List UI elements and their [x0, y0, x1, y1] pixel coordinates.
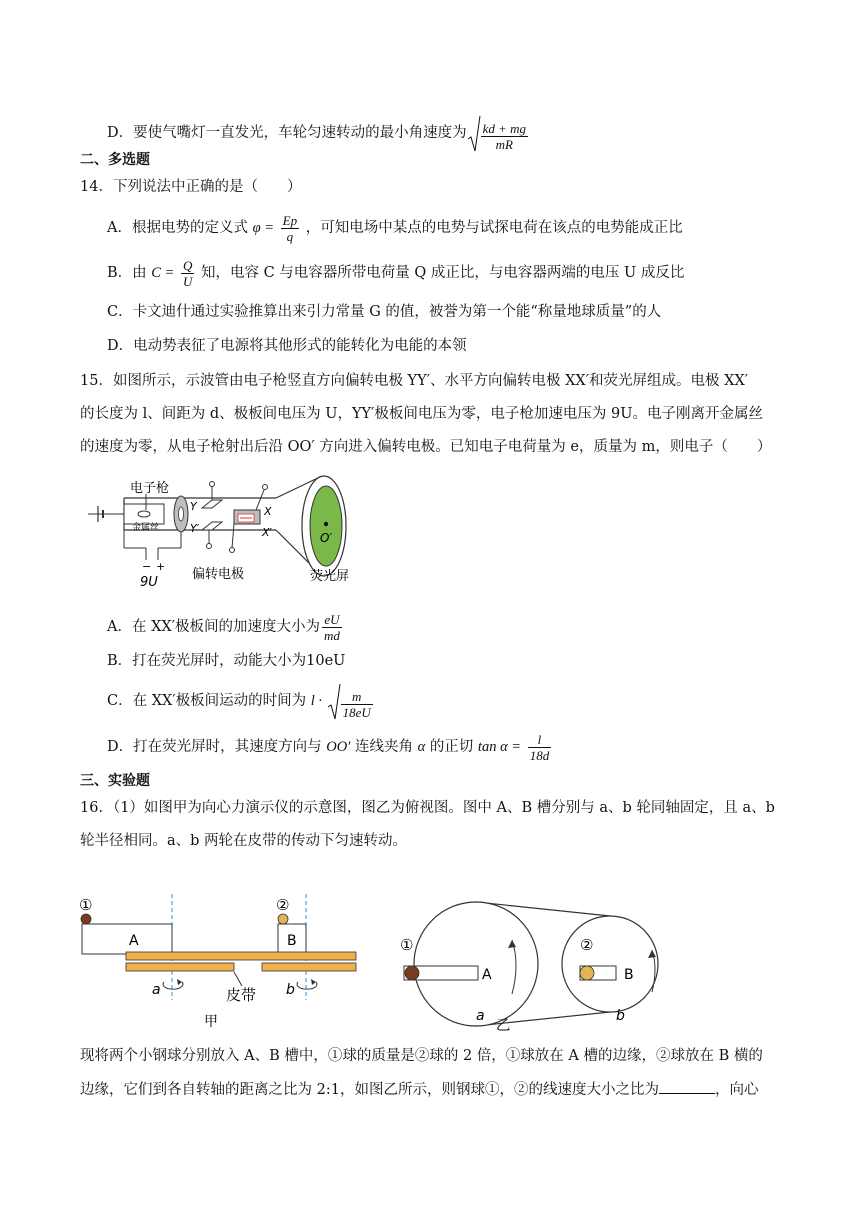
- belt-lower-left: [126, 963, 234, 971]
- q13-option-d-num: kd + mg: [482, 120, 527, 136]
- slot-a: [82, 924, 172, 954]
- q15-d-alpha: α: [417, 739, 426, 755]
- q14-a-pre: A．根据电势的定义式: [107, 220, 248, 236]
- q14-b-den: U: [182, 273, 193, 289]
- filament-icon: [138, 511, 150, 517]
- q16-line-2: 轮半径相同。a、b 两轮在皮带的传动下匀速转动。: [80, 833, 408, 849]
- wheel-a-top-label: a: [476, 1008, 485, 1024]
- q14-option-b: [107, 253, 684, 293]
- plate-x-prime-label: X′: [262, 526, 273, 539]
- ball1-icon: [81, 914, 91, 924]
- ball2-icon: [278, 914, 288, 924]
- q15-c-l: l ·: [310, 693, 323, 709]
- ball2-label: ②: [276, 896, 290, 914]
- q13-option-d-formula: [467, 115, 530, 151]
- slot-a-label: A: [129, 933, 139, 949]
- q14-a-num: Ep: [282, 212, 298, 228]
- ball2-top-icon: [580, 966, 594, 980]
- q13-option-d-text: D．要使气嘴灯一直发光，车轮匀速转动的最小角速度为: [107, 125, 467, 141]
- q14-a-phi: φ =: [252, 220, 275, 236]
- slot-b-top-label: B: [624, 967, 634, 983]
- screen-center-dot: [324, 522, 328, 526]
- q14-b-num: Q: [182, 257, 193, 273]
- screen-label: 荧光屏: [310, 569, 350, 584]
- q14-a-post: ，可知电场中某点的电势与试探电荷在该点的电势能成正比: [305, 220, 683, 236]
- filament-label: 金属丝: [132, 523, 160, 533]
- q15-d-oo: OO′: [326, 739, 351, 755]
- figure-jia-caption: 甲: [204, 1014, 218, 1030]
- q15-a-den: md: [324, 627, 340, 643]
- q15-option-a: [107, 607, 344, 647]
- accel-voltage-label: 9U: [140, 575, 158, 590]
- wheel-b-label: b: [286, 982, 295, 998]
- q15-d-mid2: 的正切: [429, 739, 474, 755]
- q15-line-1: 15．如图所示，示波管由电子枪竖直方向偏转电极 YY′、水平方向偏转电极 XX′和荧光屏组成。电极 XX′: [80, 373, 749, 389]
- q14-option-d: D．电动势表征了电源将其他形式的能转化为电能的本领: [107, 338, 467, 354]
- plate-y: [202, 500, 222, 508]
- plate-y-prime: [202, 522, 222, 530]
- screen-center-label: O′: [320, 531, 333, 545]
- electron-gun-label: 电子枪: [130, 481, 170, 496]
- ball1-label: ①: [79, 896, 93, 914]
- ball2-top-label: ②: [580, 936, 594, 954]
- q15-a-pre: A．在 XX′极板间的加速度大小为: [107, 619, 321, 635]
- oscilloscope-tube-diagram: [84, 468, 360, 590]
- slot-a-top-label: A: [482, 967, 492, 983]
- belt-lower-right: [262, 963, 356, 971]
- ball1-top-label: ①: [400, 936, 414, 954]
- voltage-minus-label: −: [142, 560, 152, 573]
- q15-d-den: 18d: [529, 747, 550, 763]
- q15-d-num: l: [528, 732, 552, 748]
- q15-d-mid: 连线夹角: [354, 739, 413, 755]
- wheel-b-top-label: b: [616, 1008, 625, 1024]
- wheel-b-top: [562, 916, 658, 1012]
- q13-option-d-den: mR: [495, 136, 514, 152]
- plate-y-label: Y: [190, 500, 197, 513]
- section-heading-multi-choice: 二、多选题: [80, 152, 150, 168]
- q15-a-num: eU: [322, 612, 342, 628]
- q15-d-tan: tan α =: [477, 739, 522, 755]
- q16-line-3: 现将两个小钢球分别放入 A、B 槽中，①球的质量是②球的 2 倍，①球放在 A 槽的边缘，②球放在 B 横的: [80, 1048, 763, 1064]
- plate-x-label: X: [264, 505, 272, 518]
- q14-option-c: C．卡文迪什通过实验推算出来引力常量 G 的值，被誉为第一个能“称量地球质量”的人: [107, 304, 662, 320]
- q15-option-b: B．打在荧光屏时，动能大小为10eU: [107, 653, 346, 669]
- slot-b-label: B: [287, 933, 297, 949]
- q14-b-post: 知，电容 C 与电容器所带电荷量 Q 成正比，与电容器两端的电压 U 成反比: [200, 265, 685, 281]
- q14-b-pre: B．由: [107, 265, 147, 281]
- centripetal-apparatus-top-view: [396, 898, 678, 1038]
- q15-d-pre: D．打在荧光屏时，其速度方向与: [107, 739, 322, 755]
- belt-upper: [126, 952, 356, 960]
- electrodes-label: 偏转电极: [192, 567, 245, 582]
- q15-c-den: 18eU: [342, 704, 371, 720]
- q15-option-c: [107, 680, 375, 722]
- q13-option-d: [107, 112, 530, 154]
- q16-line-4: [80, 1079, 758, 1100]
- figure-yi-caption: 乙: [496, 1018, 511, 1034]
- answer-blank[interactable]: [659, 1079, 715, 1094]
- ball1-top-icon: [405, 966, 419, 980]
- plate-y-prime-label: Y′: [190, 522, 200, 535]
- voltage-plus-label: +: [156, 560, 166, 573]
- q14-a-den: q: [286, 228, 294, 244]
- q15-option-d: [107, 727, 553, 767]
- q15-line-2: 的长度为 l、间距为 d、极板间电压为 U，YY′极板间电压为零，电子枪加速电压为 9U。电子刚离开金属丝: [80, 406, 763, 422]
- q15-c-num: m: [341, 689, 373, 705]
- q14-option-a: [107, 208, 683, 248]
- wheel-a-label: a: [152, 982, 161, 998]
- q16-line-4-post: ，向心: [714, 1082, 759, 1098]
- belt-label: 皮带: [226, 986, 257, 1004]
- q15-line-3: 的速度为零，从电子枪射出后沿 OO′ 方向进入偏转电极。已知电子电荷量为 e，质量为 m，则电子（ ）: [80, 439, 772, 455]
- q16-line-4-pre: 边缘，它们到各自转轴的距离之比为 2:1，如图乙所示，则钢球①，②的线速度大小之比为: [80, 1082, 659, 1098]
- q16-line-1: 16．（1）如图甲为向心力演示仪的示意图，图乙为俯视图。图中 A、B 槽分别与 a、b 轮同轴固定，且 a、b: [80, 800, 775, 816]
- centripetal-apparatus-side-view: [76, 890, 366, 1030]
- section-heading-experiment: 三、实验题: [80, 773, 150, 789]
- q14-stem: 14．下列说法中正确的是（ ）: [80, 179, 302, 195]
- q14-b-c: C =: [151, 265, 175, 281]
- q15-c-pre: C．在 XX′极板间运动的时间为: [107, 693, 307, 709]
